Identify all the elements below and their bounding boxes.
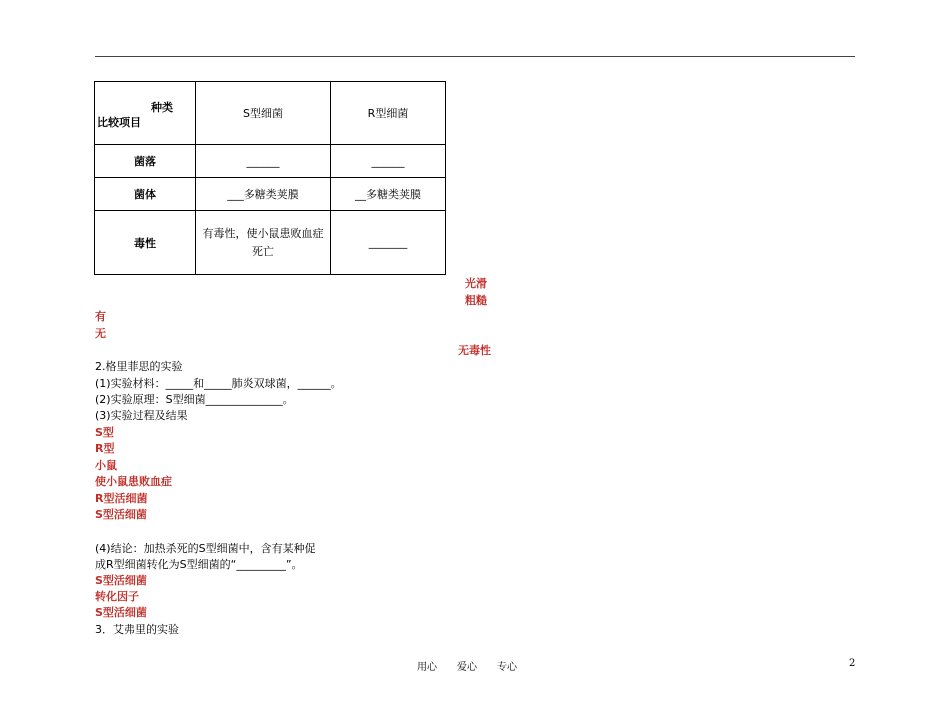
answer-nontoxic: 无毒性 bbox=[458, 344, 491, 357]
table-header-diagonal-cell bbox=[95, 82, 196, 145]
table-row bbox=[95, 211, 446, 275]
cell-r: ______ bbox=[331, 145, 446, 178]
cell-s: 有毒性，使小鼠患败血症死亡 bbox=[196, 211, 331, 275]
col-r-header: R型细菌 bbox=[331, 82, 446, 145]
col-s-header: S型细菌 bbox=[196, 82, 331, 145]
table-row bbox=[95, 145, 446, 178]
footer-slogan: 用心 爱心 专心 bbox=[417, 662, 517, 673]
cell-r: _______ bbox=[331, 211, 446, 275]
answer-smooth: 光滑 bbox=[465, 277, 487, 290]
comparison-table bbox=[94, 81, 446, 275]
answer-has: 有 bbox=[95, 310, 106, 323]
section2-item2: (2)实验原理：S型细菌______________。 bbox=[95, 393, 294, 406]
section2-item3: (3)实验过程及结果 bbox=[95, 409, 188, 422]
section2-item4-line1: (4)结论：加热杀死的S型细菌中，含有某种促 bbox=[95, 542, 316, 555]
section3-title: 3．艾弗里的实验 bbox=[95, 623, 179, 636]
header-rule bbox=[95, 56, 855, 57]
section2-item4-line2: 成R型细菌转化为S型细菌的“_________”。 bbox=[95, 558, 303, 571]
section2-item1: (1)实验材料：_____和_____肺炎双球菌，______。 bbox=[95, 377, 342, 390]
answer-item: S型活细菌 bbox=[95, 606, 147, 619]
answer-item: S型活细菌 bbox=[95, 508, 147, 521]
cell-s: ______ bbox=[196, 145, 331, 178]
answer-rough: 粗糙 bbox=[465, 294, 487, 307]
table-row bbox=[95, 178, 446, 211]
answer-item: R型活细菌 bbox=[95, 492, 148, 505]
answer-none: 无 bbox=[95, 327, 106, 340]
answer-item: S型活细菌 bbox=[95, 574, 147, 587]
section2-title: 2.格里菲思的实验 bbox=[95, 360, 183, 373]
cell-r: __多糖类荚膜 bbox=[331, 178, 446, 211]
page-number: 2 bbox=[849, 658, 856, 669]
cell-s: ___多糖类荚膜 bbox=[196, 178, 331, 211]
answer-item: 小鼠 bbox=[95, 459, 117, 472]
answer-item: S型 bbox=[95, 426, 114, 439]
row-label: 毒性 bbox=[95, 211, 196, 275]
answer-item: 使小鼠患败血症 bbox=[95, 475, 172, 488]
header-kind: 种类 bbox=[151, 101, 173, 114]
header-item: 比较项目 bbox=[97, 116, 141, 129]
answer-item: 转化因子 bbox=[95, 590, 139, 603]
row-label: 菌落 bbox=[95, 145, 196, 178]
row-label: 菌体 bbox=[95, 178, 196, 211]
answer-item: R型 bbox=[95, 442, 115, 455]
